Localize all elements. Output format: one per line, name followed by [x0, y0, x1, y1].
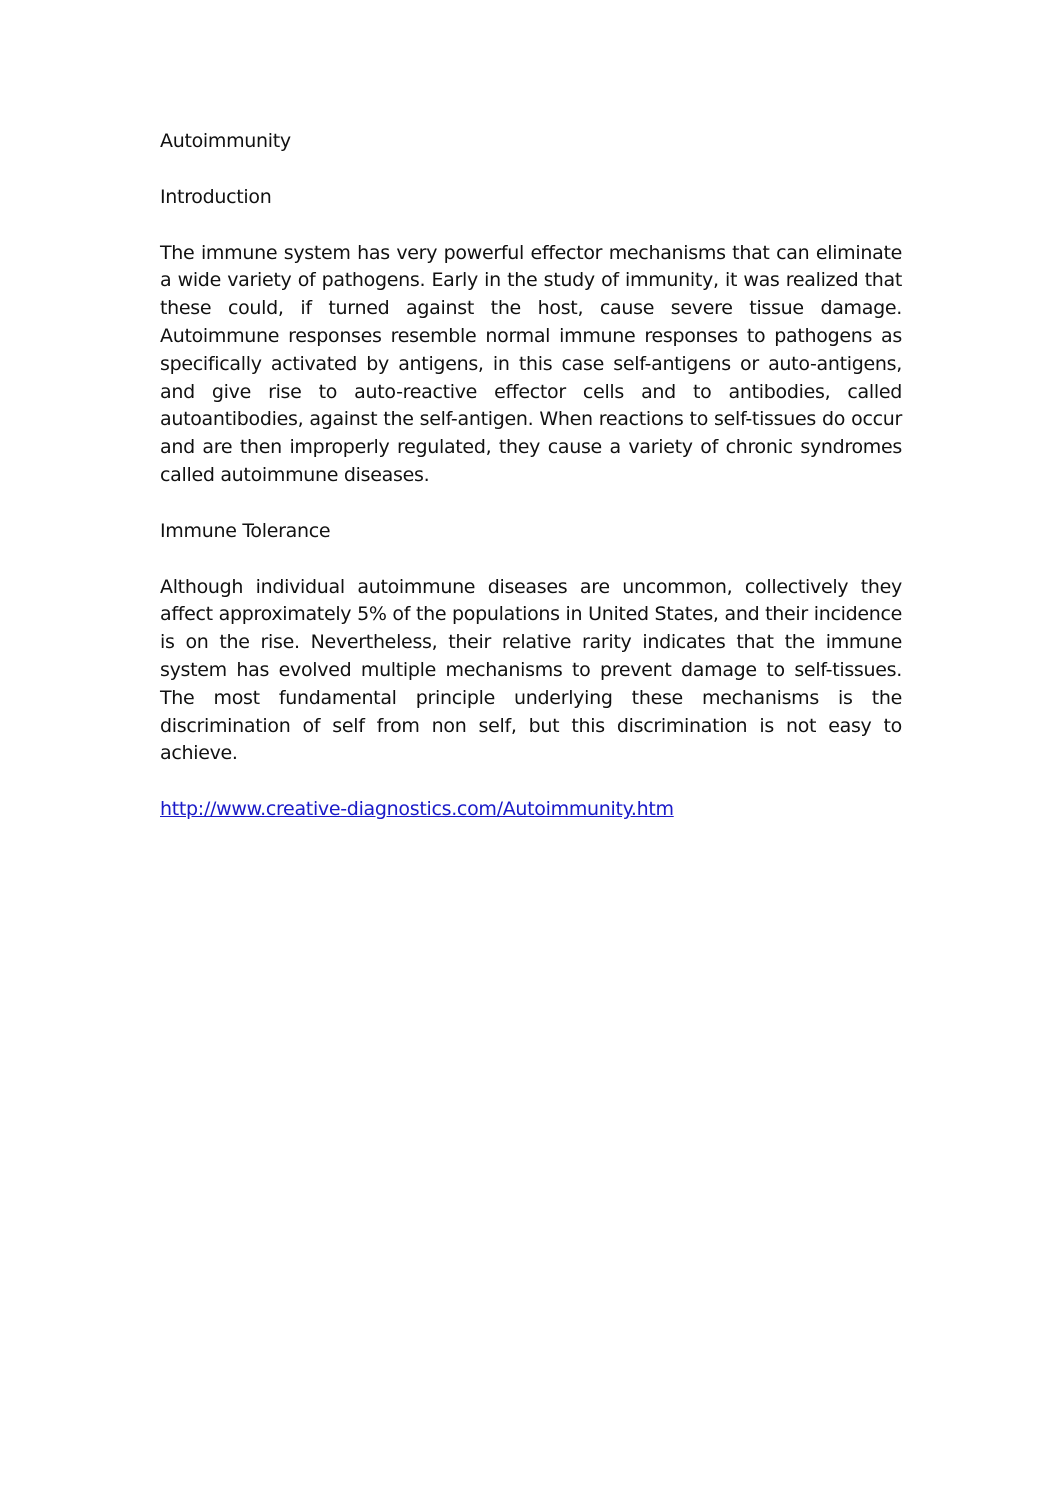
section-body-introduction: The immune system has very powerful effector mechanisms that can eliminate a wide variety of pathogens. Early in the study of immunity, it was realized that these could, if turned against the host, cause severe tissue damage. Autoimmune responses resemble normal immune responses to pathogens as specifically activated by antigens, in this case self-antigens or auto-antigens, and give rise to auto-reactive effector cells and to antibodies, called autoantibodies, against the self-antigen. When reactions to self-tissues do occur and are then improperly regulated, they cause a variety of chronic syndromes called autoimmune diseases. [160, 241, 902, 486]
section-body-immune-tolerance: Although individual autoimmune diseases are uncommon, collectively they affect approximately 5% of the populations in United States, and their incidence is on the rise. Nevertheless, their relative rarity indicates that the immune system has evolved multiple mechanisms to prevent damage to self-tissues. The most fundamental principle underlying these mechanisms is the discrimination of self from non self, but this discrimination is not easy to achieve. [160, 575, 902, 765]
source-link[interactable]: http://www.creative-diagnostics.com/Autoimmunity.htm [160, 798, 674, 821]
section-heading-immune-tolerance: Immune Tolerance [160, 519, 331, 542]
document-page [160, 128, 902, 824]
document-title: Autoimmunity [160, 130, 291, 152]
section-heading-introduction: Introduction [160, 185, 272, 208]
